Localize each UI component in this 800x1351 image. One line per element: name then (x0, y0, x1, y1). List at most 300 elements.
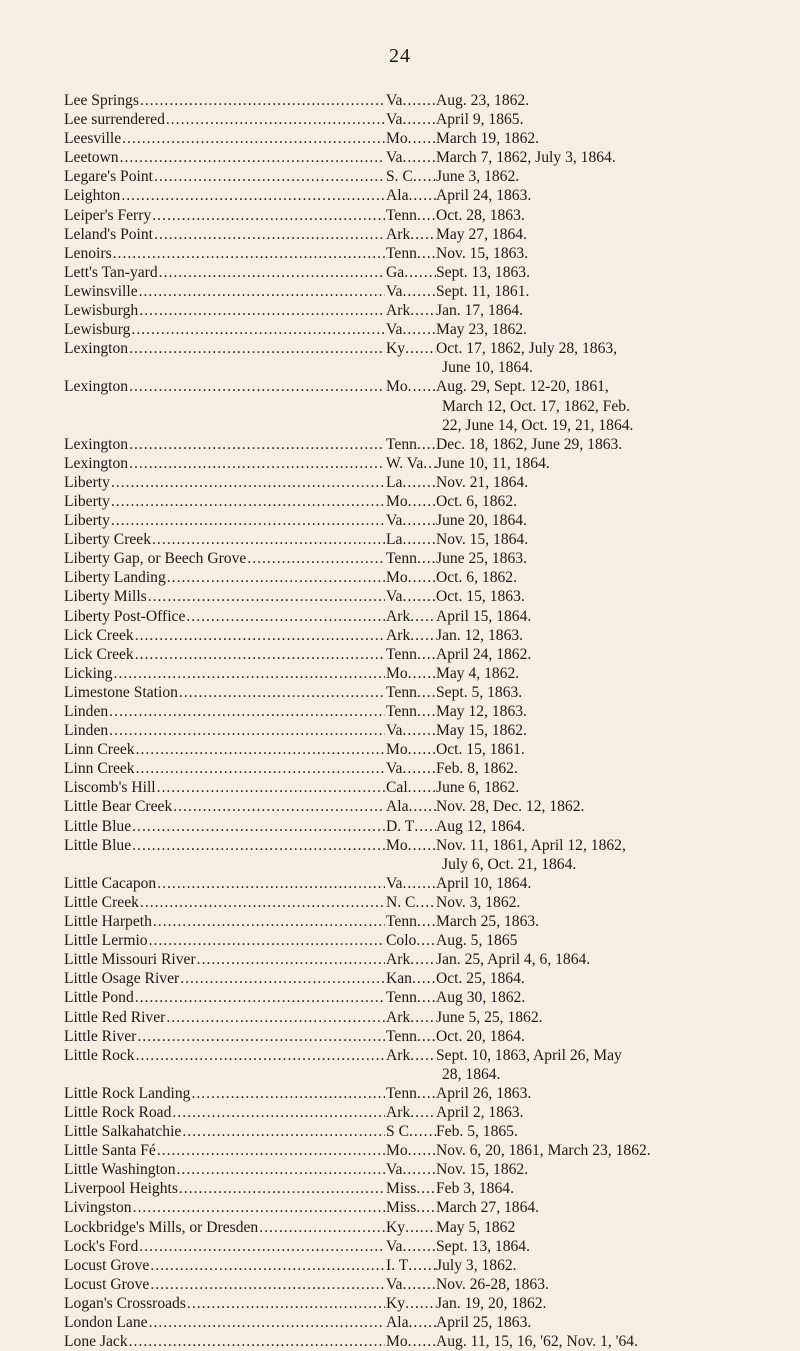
state-abbreviation: Ky ..... (386, 1294, 436, 1313)
engagement-dates: Sept. 10, 1863, April 26, May 28, 1864. (436, 1046, 622, 1083)
engagement-dates: June 20, 1864. (436, 512, 527, 530)
index-entry (64, 1179, 754, 1198)
dot-leader (157, 778, 385, 797)
dot-leader (408, 1141, 436, 1160)
index-entry (64, 320, 754, 339)
index-entry (64, 473, 754, 492)
place-name: Lenoirs (64, 244, 112, 262)
index-entry (64, 1027, 754, 1046)
state-abbreviation: I. T ..... (386, 1256, 436, 1275)
engagement-dates: Feb. 8, 1862. (436, 760, 518, 778)
engagement-dates: Nov. 21, 1864. (436, 473, 529, 491)
index-entry (64, 817, 754, 836)
state-abbreviation: Va ..... (386, 282, 436, 301)
index-entry (64, 626, 754, 645)
dot-leader (136, 1046, 385, 1065)
dot-leader (139, 1237, 385, 1256)
dot-leader (150, 1256, 385, 1275)
place-name: Little Washington (64, 1161, 176, 1179)
index-entry (64, 969, 754, 988)
index-entry (64, 263, 754, 282)
place-name: Little Osage River (64, 970, 180, 988)
dot-leader (405, 339, 436, 358)
dot-leader (405, 1294, 436, 1313)
engagement-dates: Oct. 20, 1864. (436, 1027, 525, 1045)
index-entry (64, 587, 754, 606)
index-entry (64, 988, 754, 1007)
place-name: Linn Creek (64, 741, 135, 759)
state-abbreviation: Tenn ..... (386, 1084, 436, 1103)
engagement-dates: Dec. 18, 1862, June 29, 1863. (436, 435, 623, 453)
index-entry (64, 950, 754, 969)
dot-leader (408, 664, 436, 683)
index-entry (64, 664, 754, 683)
dot-leader (197, 950, 385, 969)
place-name: Linden (64, 703, 109, 720)
engagement-dates: April 9, 1865. (436, 111, 524, 129)
state-abbreviation: Va ..... (386, 91, 436, 110)
state-abbreviation: Va ..... (386, 759, 436, 778)
index-entry (64, 549, 754, 568)
state-abbreviation: S C ..... (386, 1122, 436, 1141)
dot-leader (139, 282, 385, 301)
place-name: Little Santa Fé (64, 1142, 156, 1160)
state-abbreviation: Ala ..... (386, 797, 436, 816)
place-name: Lick Creek (64, 645, 134, 663)
place-name: Liberty (64, 492, 110, 510)
index-entry (64, 645, 754, 664)
state-abbreviation: Ark ..... (386, 1103, 436, 1122)
dot-leader (149, 931, 385, 950)
index-entry (64, 759, 754, 778)
dot-leader (135, 988, 385, 1007)
dot-leader (402, 1160, 436, 1179)
index-entry (64, 339, 754, 377)
dot-leader (114, 664, 385, 683)
place-name: Little River (64, 1027, 137, 1045)
state-abbreviation: D. T ..... (386, 817, 436, 836)
engagement-dates: May 12, 1863. (436, 703, 527, 720)
dot-leader (129, 339, 385, 358)
place-name: Liberty Creek (64, 531, 152, 549)
index-entry (64, 931, 754, 950)
dot-leader (159, 263, 385, 282)
place-name: Leighton (64, 187, 121, 205)
state-abbreviation: Tenn ..... (386, 435, 436, 454)
dot-leader (409, 797, 436, 816)
engagement-dates: June 25, 1863. (436, 550, 527, 568)
place-name: Lexington (64, 454, 129, 472)
dot-leader (154, 167, 385, 186)
engagement-dates: Nov. 6, 20, 1861, March 23, 1862. (436, 1142, 651, 1160)
index-entry (64, 797, 754, 816)
dot-leader (166, 1008, 385, 1027)
place-name: Little Rock Landing (64, 1084, 191, 1102)
engagement-dates: Oct. 15, 1863. (436, 588, 525, 606)
place-name: Liberty Gap, or Beech Grove (64, 550, 247, 568)
engagement-dates: March 19, 1862. (436, 130, 540, 148)
engagement-dates: Aug. 5, 1865 (436, 932, 518, 950)
engagement-dates: Jan. 17, 1864. (436, 302, 524, 320)
dot-leader (129, 1332, 385, 1351)
dot-leader (122, 129, 385, 148)
dot-leader (402, 511, 436, 530)
state-abbreviation: Tenn ..... (386, 702, 436, 721)
dot-leader (136, 740, 385, 759)
place-name: Little Red River (64, 1008, 166, 1026)
state-abbreviation: Mo ..... (386, 740, 436, 759)
dot-leader (414, 817, 436, 836)
dot-leader (140, 893, 385, 912)
state-abbreviation: Tenn ..... (386, 206, 436, 225)
state-abbreviation: La ..... (386, 530, 436, 549)
dot-leader (187, 1294, 385, 1313)
index-entry (64, 530, 754, 549)
engagement-dates: Nov. 26-28, 1863. (436, 1275, 549, 1293)
state-abbreviation: Tenn ..... (386, 1027, 436, 1046)
dot-leader (402, 1237, 436, 1256)
dot-leader (417, 244, 436, 263)
engagement-dates: May 27, 1864. (436, 225, 527, 243)
place-name: Lone Jack (64, 1333, 128, 1351)
engagement-dates: Sept. 5, 1863. (436, 683, 523, 701)
state-abbreviation: Mo ..... (386, 377, 436, 396)
dot-leader (409, 186, 436, 205)
dot-leader (408, 1256, 436, 1275)
dot-leader (410, 1008, 436, 1027)
dot-leader (408, 568, 436, 587)
dot-leader (408, 778, 436, 797)
engagement-dates: Oct. 15, 1861. (436, 741, 525, 759)
dot-leader (149, 1313, 385, 1332)
dot-leader (415, 893, 436, 912)
engagement-dates: July 3, 1862. (436, 1256, 517, 1274)
engagement-dates: April 26, 1863. (436, 1084, 532, 1102)
place-name: Liberty (64, 512, 110, 530)
index-entry (64, 1332, 754, 1351)
place-name: Little Missouri River (64, 951, 196, 969)
place-name: London Lane (64, 1314, 148, 1331)
place-name: Linden (64, 722, 109, 740)
dot-leader (177, 1160, 385, 1179)
index-entry (64, 244, 754, 263)
place-name: Leesville (64, 130, 122, 148)
engagement-dates: Aug. 23, 1862. (436, 92, 530, 109)
state-abbreviation: Tenn ..... (386, 912, 436, 931)
state-abbreviation: Mo ..... (386, 664, 436, 683)
place-name: Liverpool Heights (64, 1180, 178, 1198)
place-name: Locust Grove (64, 1256, 150, 1274)
dot-leader (412, 969, 436, 988)
state-abbreviation: Va ..... (386, 320, 436, 339)
dot-leader (416, 931, 436, 950)
place-name: Liberty Post-Office (64, 607, 186, 625)
dot-leader (111, 492, 385, 511)
engagement-dates: May 23, 1862. (436, 321, 527, 339)
dot-leader (129, 377, 385, 396)
index-entry (64, 1122, 754, 1141)
dot-leader (179, 1179, 385, 1198)
state-abbreviation: Va ..... (386, 110, 436, 129)
index-entry (64, 740, 754, 759)
dot-leader (129, 454, 385, 473)
engagement-dates: Aug 12, 1864. (436, 817, 526, 835)
dot-leader (423, 454, 436, 473)
state-abbreviation: Ark ..... (386, 950, 436, 969)
dot-leader (417, 206, 436, 225)
engagement-dates: April 25, 1863. (436, 1314, 532, 1331)
place-name: Lewisburg (64, 321, 131, 339)
engagement-dates: Jan. 19, 20, 1862. (436, 1294, 547, 1312)
dot-leader (402, 587, 436, 606)
index-entry (64, 1294, 754, 1313)
state-abbreviation: Va ..... (386, 1275, 436, 1294)
engagement-dates: April 15, 1864. (436, 607, 532, 625)
index-entry (64, 893, 754, 912)
place-name: Lexington (64, 340, 129, 358)
place-name: Locust Grove (64, 1275, 150, 1293)
state-abbreviation: La ..... (386, 473, 436, 492)
state-abbreviation: Va ..... (386, 721, 436, 740)
place-name: Little Blue (64, 817, 132, 835)
state-abbreviation: N. C ..... (386, 893, 436, 912)
dot-leader (111, 473, 385, 492)
place-name: Linn Creek (64, 760, 135, 778)
battle-index-list (64, 91, 754, 1351)
dot-leader (417, 549, 436, 568)
dot-leader (402, 148, 436, 167)
state-abbreviation: Ky ..... (386, 339, 436, 358)
state-abbreviation: Va ..... (386, 1237, 436, 1256)
dot-leader (417, 1084, 436, 1103)
place-name: Liberty (64, 473, 110, 491)
dot-leader (410, 607, 436, 626)
dot-leader (408, 836, 436, 855)
dot-leader (121, 186, 385, 205)
page-number: 24 (389, 45, 411, 67)
dot-leader (140, 91, 385, 110)
index-entry (64, 148, 754, 167)
engagement-dates: Oct. 6, 1862. (436, 492, 517, 510)
dot-leader (402, 1275, 436, 1294)
dot-leader (417, 435, 436, 454)
dot-leader (402, 759, 436, 778)
engagement-dates: Sept. 11, 1861. (436, 282, 530, 300)
place-name: Little Rock Road (64, 1103, 172, 1121)
dot-leader (410, 950, 436, 969)
engagement-dates: March 27, 1864. (436, 1199, 540, 1217)
dot-leader (136, 759, 385, 778)
engagement-dates: Aug 30, 1862. (436, 989, 526, 1007)
state-abbreviation: Mo ..... (386, 836, 436, 855)
place-name: Lee Springs (64, 92, 139, 109)
engagement-dates: April 2, 1863. (436, 1103, 524, 1121)
engagement-dates: June 5, 25, 1862. (436, 1008, 543, 1026)
state-abbreviation: Ala ..... (386, 1313, 436, 1332)
index-entry (64, 282, 754, 301)
state-abbreviation: Tenn ..... (386, 645, 436, 664)
state-abbreviation: Miss ..... (386, 1198, 436, 1217)
state-abbreviation: Ark ..... (386, 225, 436, 244)
state-abbreviation: Ala ..... (386, 186, 436, 205)
place-name: Little Harpeth (64, 913, 152, 931)
dot-leader (180, 969, 385, 988)
state-abbreviation: Ky ..... (386, 1218, 436, 1237)
dot-leader (153, 912, 385, 931)
dot-leader (410, 1103, 436, 1122)
index-entry (64, 167, 754, 186)
engagement-dates: Jan. 25, April 4, 6, 1864. (436, 951, 591, 969)
dot-leader (259, 1218, 385, 1237)
state-abbreviation: Ga ..... (386, 263, 436, 282)
engagement-dates: Nov. 11, 1861, April 12, 1862, July 6, Oct. 21, 1864. (436, 836, 626, 873)
state-abbreviation: Ark ..... (386, 301, 436, 320)
index-entry (64, 91, 754, 110)
place-name: Little Rock (64, 1046, 135, 1064)
dot-leader (402, 530, 436, 549)
place-name: Lockbridge's Mills, or Dresden (64, 1218, 259, 1236)
index-entry (64, 129, 754, 148)
dot-leader (139, 301, 385, 320)
dot-leader (247, 549, 385, 568)
place-name: Limestone Station (64, 683, 178, 701)
place-name: Little Salkahatchie (64, 1123, 182, 1141)
index-entry (64, 1046, 754, 1084)
dot-leader (182, 1122, 385, 1141)
engagement-dates: Aug. 11, 15, 16, '62, Nov. 1, '64. (436, 1333, 638, 1351)
dot-leader (179, 683, 385, 702)
engagement-dates: May 4, 1862. (436, 664, 520, 682)
index-entry (64, 1275, 754, 1294)
index-entry (64, 1218, 754, 1237)
dot-leader (402, 473, 436, 492)
index-entry (64, 492, 754, 511)
dot-leader (109, 721, 385, 740)
index-entry (64, 377, 754, 434)
engagement-dates: April 24, 1862. (436, 645, 532, 663)
dot-leader (191, 1084, 385, 1103)
dot-leader (148, 587, 385, 606)
index-entry (64, 301, 754, 320)
engagement-dates: Oct. 17, 1862, July 28, 1863, June 10, 1864. (436, 340, 618, 377)
index-entry (64, 186, 754, 205)
state-abbreviation: Tenn ..... (386, 988, 436, 1007)
state-abbreviation: Va ..... (386, 587, 436, 606)
index-entry (64, 1103, 754, 1122)
state-abbreviation: Mo ..... (386, 492, 436, 511)
index-entry (64, 1141, 754, 1160)
dot-leader (402, 91, 436, 110)
dot-leader (186, 607, 385, 626)
engagement-dates: Nov. 15, 1863. (436, 244, 529, 262)
state-abbreviation: S. C ..... (386, 167, 436, 186)
dot-leader (152, 206, 385, 225)
engagement-dates: June 3, 1862. (436, 168, 520, 186)
dot-leader (416, 1179, 436, 1198)
place-name: Little Creek (64, 893, 139, 911)
index-entry (64, 1084, 754, 1103)
state-abbreviation: Ark ..... (386, 607, 436, 626)
dot-leader (166, 110, 385, 129)
dot-leader (402, 721, 436, 740)
dot-leader (408, 740, 436, 759)
state-abbreviation: Va ..... (386, 148, 436, 167)
index-entry (64, 1237, 754, 1256)
dot-leader (132, 817, 385, 836)
index-entry (64, 1256, 754, 1275)
dot-leader (408, 377, 436, 396)
index-entry (64, 1008, 754, 1027)
state-abbreviation: Mo ..... (386, 568, 436, 587)
state-abbreviation: Colo ..... (386, 931, 436, 950)
dot-leader (137, 1027, 385, 1046)
place-name: Lee surrendered (64, 111, 165, 129)
dot-leader (408, 492, 436, 511)
dot-leader (402, 282, 436, 301)
engagement-dates: Sept. 13, 1863. (436, 263, 530, 281)
state-abbreviation: Ark ..... (386, 1046, 436, 1065)
state-abbreviation: Ark ..... (386, 1008, 436, 1027)
state-abbreviation: Miss ..... (386, 1179, 436, 1198)
dot-leader (133, 1198, 385, 1217)
index-entry (64, 721, 754, 740)
engagement-dates: Sept. 13, 1864. (436, 1237, 530, 1255)
engagement-dates: Feb 3, 1864. (436, 1180, 514, 1198)
index-entry (64, 110, 754, 129)
index-entry (64, 1160, 754, 1179)
state-abbreviation: Cal ..... (386, 778, 436, 797)
dot-leader (408, 129, 436, 148)
dot-leader (417, 1027, 436, 1046)
engagement-dates: Nov. 28, Dec. 12, 1862. (436, 798, 585, 816)
index-entry (64, 511, 754, 530)
place-name: Leland's Point (64, 225, 154, 243)
engagement-dates: May 15, 1862. (436, 722, 527, 740)
engagement-dates: Nov. 3, 1862. (436, 893, 521, 911)
engagement-dates: May 5, 1862 (436, 1218, 516, 1236)
dot-leader (150, 1275, 385, 1294)
place-name: Lett's Tan-yard (64, 263, 158, 281)
engagement-dates: June 10, 11, 1864. (436, 454, 550, 472)
engagement-dates: Oct. 28, 1863. (436, 206, 525, 224)
dot-leader (410, 626, 436, 645)
dot-leader (417, 645, 436, 664)
place-name: Liscomb's Hill (64, 779, 156, 797)
dot-leader (157, 1141, 385, 1160)
dot-leader (157, 874, 385, 893)
dot-leader (417, 912, 436, 931)
dot-leader (152, 530, 385, 549)
place-name: Leiper's Ferry (64, 206, 152, 224)
state-abbreviation: Tenn ..... (386, 549, 436, 568)
dot-leader (408, 1332, 436, 1351)
place-name: Lexington (64, 378, 129, 396)
place-name: Little Cacapon (64, 874, 157, 892)
dot-leader (129, 435, 385, 454)
engagement-dates: June 6, 1862. (436, 779, 520, 797)
place-name: Liberty Mills (64, 588, 147, 606)
dot-leader (417, 683, 436, 702)
dot-leader (111, 511, 385, 530)
place-name: Lewisburgh (64, 302, 139, 320)
index-entry (64, 454, 754, 473)
place-name: Liberty Landing (64, 569, 166, 587)
dot-leader (132, 836, 385, 855)
place-name: Lock's Ford (64, 1237, 139, 1255)
place-name: Little Bear Creek (64, 798, 173, 816)
dot-leader (154, 225, 385, 244)
dot-leader (135, 645, 385, 664)
